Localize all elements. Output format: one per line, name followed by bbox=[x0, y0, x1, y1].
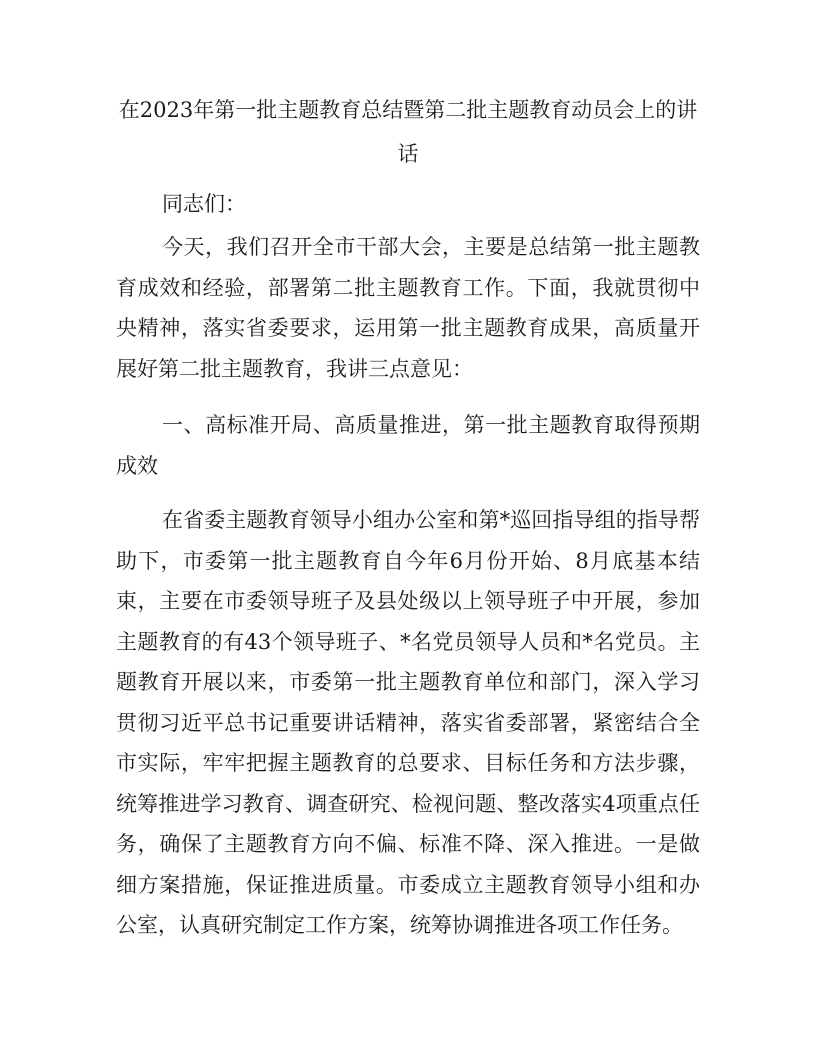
section-heading: 一、高标准开局、高质量推进，第一批主题教育取得预期成效 bbox=[116, 413, 700, 478]
section-body-paragraph: 在省委主题教育领导小组办公室和第*巡回指导组的指导帮助下，市委第一批主题教育自今年6月份开始、8月底基本结束，主要在市委领导班子及县处级以上领导班子中开展，参加主题教育的有43个领导班子、*名党员领导人员和*名党员。主题教育开展以来，市委第一批主题教育单位和部门，深入学习贯彻习近平总书记重要讲话精神，落实省委部署，紧密结合全市实际，牢牢把握主题教育的总要求、目标任务和方法步骤，统筹推进学习教育、调查研究、检视问题、整改落实4项重点任务，确保了主题教育方向不偏、标准不降、深入推进。一是做细方案措施，保证推进质量。市委成立主题教育领导小组和办公室，认真研究制定工作方案，统筹协调推进各项工作任务。 bbox=[116, 508, 700, 937]
salutation: 同志们： bbox=[162, 192, 246, 216]
document-title: 在2023年第一批主题教育总结暨第二批主题教育动员会上的讲话 bbox=[118, 98, 698, 166]
intro-paragraph: 今天，我们召开全市干部大会，主要是总结第一批主题教育成效和经验，部署第二批主题教育工作。下面，我就贯彻中央精神，落实省委要求，运用第一批主题教育成果，高质量开展好第二批主题教育，我讲三点意见： bbox=[116, 235, 700, 381]
